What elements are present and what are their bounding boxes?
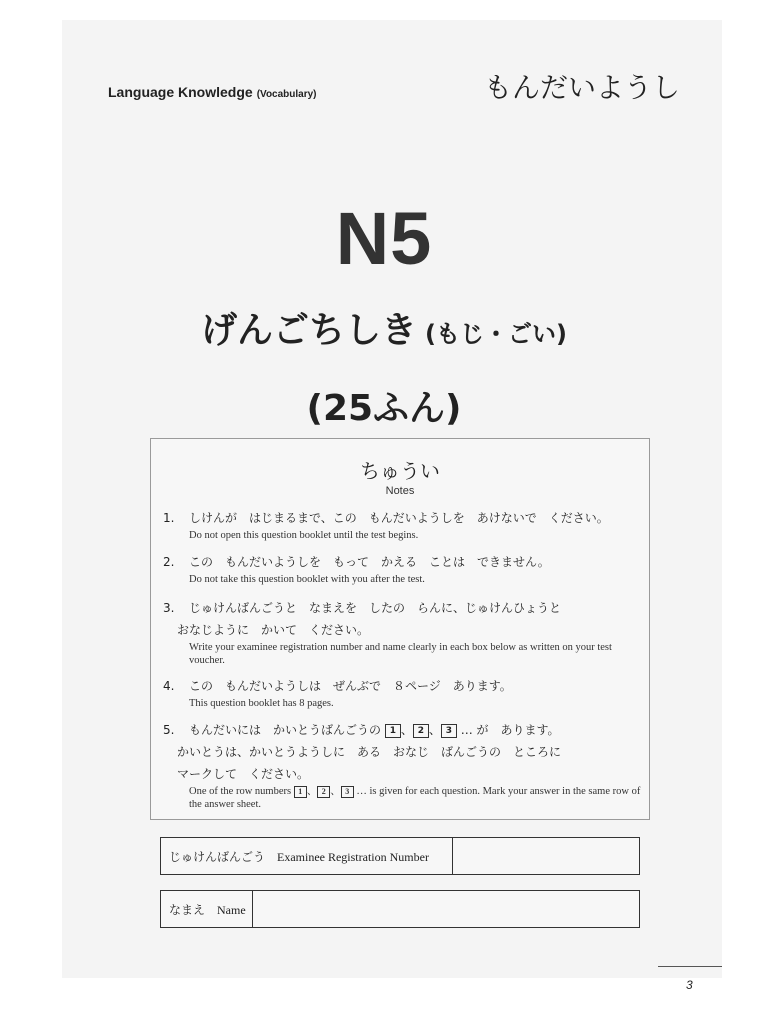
note-item [163,597,643,667]
level-title: N5 [335,197,433,280]
row-number-box: 2 [317,786,330,798]
note-jp-tail: … が あります。 [460,723,560,737]
booklet-title: もんだいようし [484,71,681,104]
row-number-box: 3 [341,786,354,798]
note-item [163,507,643,542]
note-number: 3. [163,601,175,615]
name-input[interactable] [253,891,639,927]
subject-title [0,302,768,353]
note-jp: この もんだいようしは ぜんぶで ８ページ あります。 [189,679,512,693]
note-jp: じゅけんばんごうと なまえを したの らんに、じゅけんひょうと [189,601,562,615]
note-en: Do not take this question booklet with you after the test. [189,574,425,585]
note-en: Write your examinee registration number and name clearly in each box below as written on your test voucher. [189,642,612,666]
note-item [163,719,643,811]
note-en [163,785,643,811]
row-number-box: 2 [413,724,429,738]
separator: 、 [428,723,441,737]
note-number: 2. [163,555,175,569]
row-number-box: 1 [385,724,401,738]
note-jp: しけんが はじまるまで、この もんだいようしを あけないで ください。 [189,511,609,525]
subject-main: げんごちしき [201,310,418,351]
section-header [108,84,317,100]
section-subtitle: (Vocabulary) [256,89,317,100]
note-item [163,675,643,710]
footer-rule [658,966,722,967]
registration-number-label: じゅけんばんごう Examinee Registration Number [161,838,453,874]
note-number: 5. [163,723,175,737]
separator: 、 [400,723,413,737]
notes-subtitle: Notes [385,485,415,497]
note-en-part: One of the row numbers [189,786,292,797]
note-en: This question booklet has 8 pages. [189,698,334,709]
note-item [163,551,643,586]
notes-title: ちゅうい [360,459,440,483]
notes-box [150,438,650,820]
separator: 、 [330,786,341,797]
note-jp-continued: おなじように かいて ください。 [177,623,370,637]
subject-sub: (もじ・ごい) [425,320,567,348]
note-jp-continued: かいとうは、かいとうようしに ある おなじ ばんごうの ところに [177,745,562,759]
note-number: 1. [163,511,175,525]
note-number: 4. [163,679,175,693]
note-jp-continued: マークして ください。 [177,767,310,781]
note-jp: この もんだいようしを もって かえる ことは できません。 [189,555,550,569]
registration-number-input[interactable] [453,838,639,874]
registration-number-field [160,837,640,875]
time-limit: (25ふん) [306,388,462,429]
page-number: 3 [686,978,693,992]
note-en: Do not open this question booklet until the test begins. [189,530,419,541]
separator: 、 [306,786,318,797]
name-field [160,890,640,928]
note-jp: もんだいには かいとうばんごうの [189,723,382,737]
row-number-box: 3 [441,724,457,738]
section-title: Language Knowledge [108,84,253,100]
name-label: なまえ Name [161,891,253,927]
row-number-box: 1 [294,786,307,798]
note-en-part: … is given for each question. Mark your answer in the same row of the answer sheet. [189,786,641,810]
